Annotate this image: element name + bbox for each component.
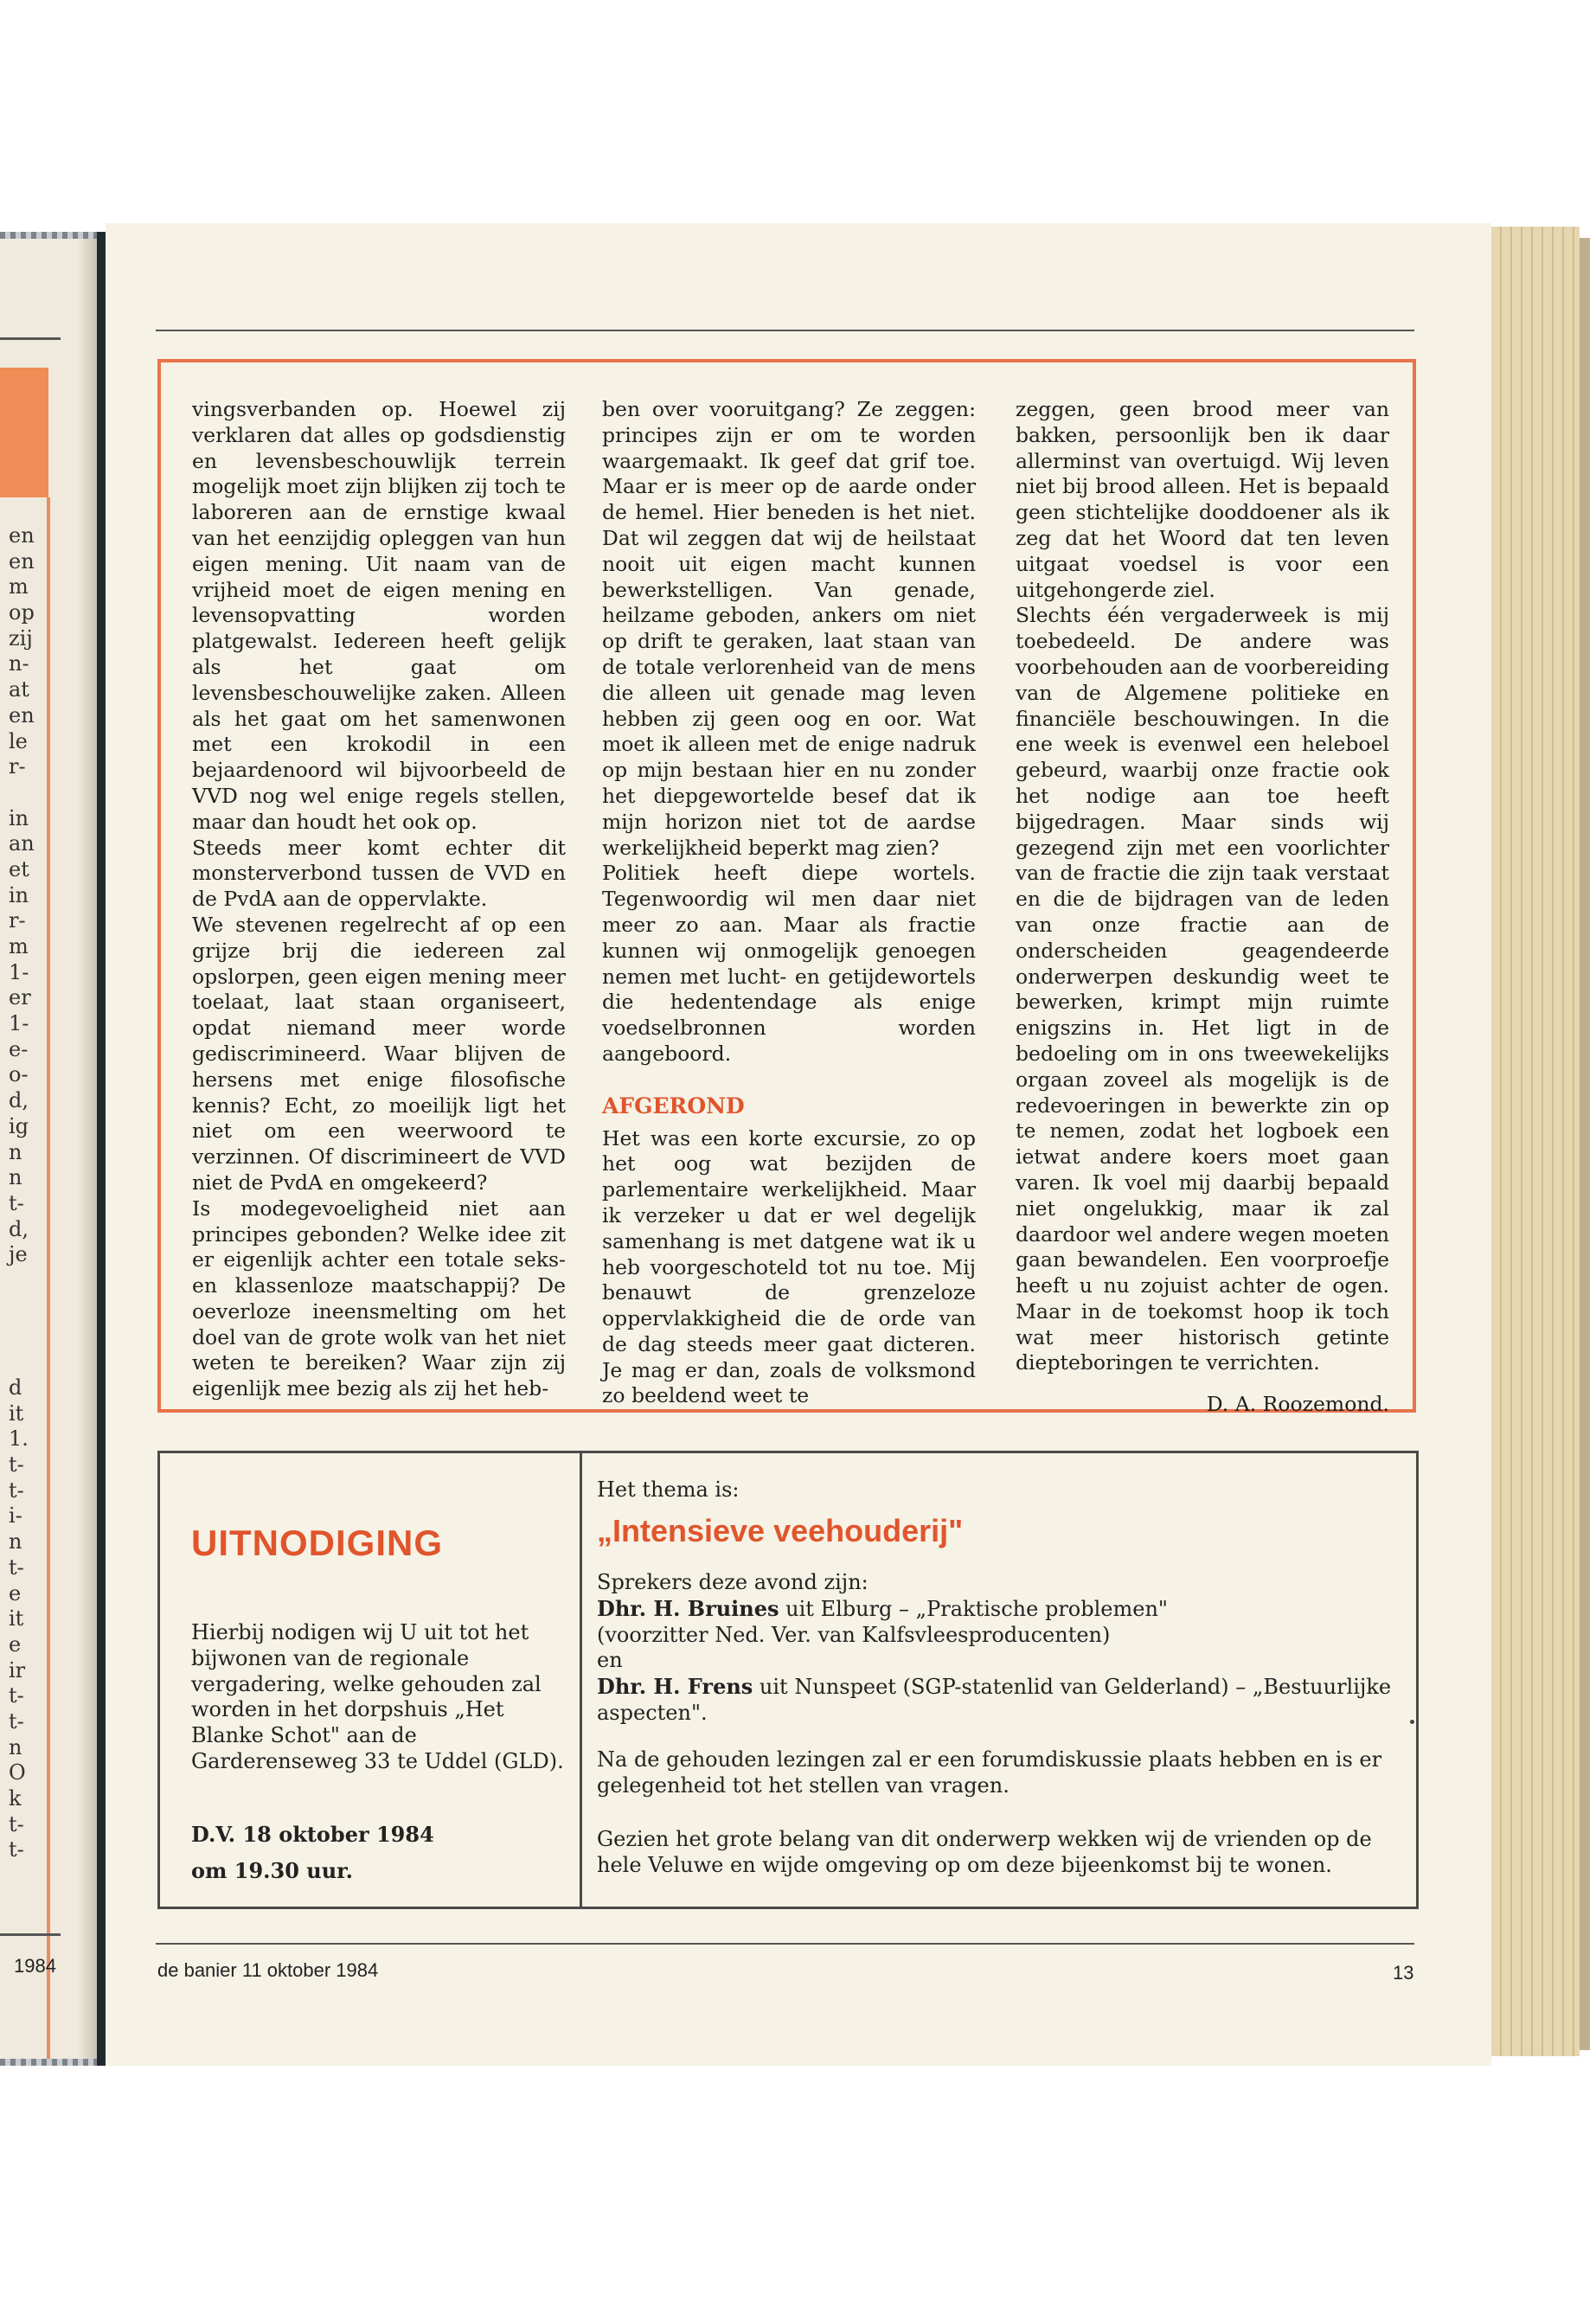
paragraph: Politiek heeft diepe wortels. Tegenwoordig wil men daar niet meer zo aan. Maar als fractie kunnen wij onmogelijk genoegen nemen met lucht- en getijdewortels die hedentendage als enige voedselbronnen worden aangeboord.	[602, 861, 976, 1066]
left-page-fragment: d	[9, 1375, 22, 1400]
speaker-1-name: Dhr. H. Bruines	[597, 1595, 779, 1621]
left-page-orange-block	[0, 368, 48, 497]
left-page-fragment	[9, 780, 43, 806]
paragraph: vingsverbanden op. Hoewel zij verklaren dat alles op godsdienstig en levensbeschouwlijk terrein mogelijk moet zijn blijken zij toch te laboreren aan de ernstige kwaal van het eenzijdig opleggen van hun eigen mening. Uit naam van de vrijheid moet de eigen mening en levensopvatting worden platgewalst. Iedereen heeft gelijk als het gaat om levensbeschouwelijke zaken. Alleen als het gaat om het samenwonen met een krokodil in een bejaardenoord wil bijvoorbeeld de VVD nog wel enige regels stellen, maar dan houdt het ook op.	[192, 397, 566, 834]
left-page-fragment: n-	[9, 651, 29, 676]
left-page-fragment: e	[9, 1580, 22, 1606]
paragraph: Steeds meer komt echter dit monsterverbond tussen de VVD en de PvdA aan de oppervlakte.	[192, 835, 566, 912]
left-page-fragment: 1.	[9, 1426, 29, 1452]
speaker-1-topic: uit Elburg – „Praktische problemen"	[779, 1596, 1168, 1621]
paragraph: Is modegevoeligheid niet aan principes gebonden? Welke idee zit er eigenlijk achter een totale seks- en klassenloze maatschappij? De oeverloze ineensmelting om het doel van de grote wolk van het niet weten te bereiken? Waar zijn zij eigenlijk mee bezig als zij het heb-	[192, 1195, 566, 1401]
subheading: AFGEROND	[602, 1093, 745, 1118]
paragraph: We stevenen regelrecht af op een grijze brij die iedereen zal opslorpen, geen eigen mening meer toelaat, laat staan organiseert, opdat niemand meer worde gediscrimineerd. Waar blijven de hersens met enige filosofische kennis? Echt, zo moeilijk ligt het niet om een weerwoord te verzinnen. Of discrimineert de VVD niet de PvdA en omgekeerd?	[192, 912, 566, 1195]
left-page-fragment: ir	[9, 1657, 26, 1682]
article-column-1	[192, 397, 566, 1402]
speaker-1	[597, 1596, 1397, 1623]
left-page-fragment: d,	[9, 1088, 29, 1113]
left-page-fragment: ig	[9, 1113, 29, 1138]
left-page-fragment: t-	[9, 1554, 24, 1580]
invitation-title: UITNODIGING	[191, 1522, 443, 1563]
left-page-fragment: it	[9, 1606, 24, 1631]
speaker-2-name: Dhr. H. Frens	[597, 1674, 753, 1700]
theme-title: „Intensieve veehouderij"	[597, 1513, 964, 1548]
left-page-fragment: t-	[9, 1452, 24, 1477]
left-page-fragment: t-	[9, 1708, 24, 1734]
left-page-fragment: n	[9, 1165, 22, 1190]
left-page-fragment: m	[9, 574, 29, 599]
left-page-fragment: je	[9, 1242, 28, 1267]
left-page-gutter-shadow	[78, 238, 97, 2063]
left-page-fragment: t-	[9, 1190, 24, 1215]
speakers-and: en	[597, 1648, 623, 1673]
left-page-fragment: m	[9, 934, 29, 958]
article-column-2	[602, 397, 976, 1409]
footer-rule	[156, 1943, 1414, 1945]
paragraph: Het was een korte excursie, zo op het oog wat bezijden de parlementaire werkelijkheid. Maar ik verzeker u dat er wel degelijk samenhang is met datgene wat ik u heb voorgeschoteld tot nu toe. Mij benauwt de grenzeloze oppervlakkigheid die de orde van de dag steeds meer gaat dicteren. Je mag er dan, zoals de volksmond zo beeldend weet te	[602, 1125, 976, 1408]
publication-footer: de banier 11 oktober 1984	[157, 1959, 379, 1981]
article-box	[157, 359, 1416, 1417]
left-page-rule	[0, 337, 61, 340]
left-page-fragment: zij	[9, 625, 33, 651]
speaker-2	[597, 1674, 1397, 1727]
left-page-fragment: at	[9, 677, 29, 702]
paragraph: ben over vooruitgang? Ze zeggen: principes zijn er om te worden waargemaakt. Ik geef dat grif toe. Maar er is meer op de aarde onder de hemel. Hier beneden is het niet. Dat wil zeggen dat wij de heilstaat nooit uit eigen macht kunnen bewerkstelligen. Van genade, heilzame geboden, ankers om niet op drift te geraken, laat staan van de totale verlorenheid van de mens die alleen uit genade mag leven hebben zij geen oog en oor. Wat moet ik alleen met de enige nadruk op mijn bestaan hier en nu zonder het diepgewortelde besef dat ik mijn horizon niet tot de aardse werkelijkheid beperkt mag zien?	[602, 397, 976, 860]
page-number: 13	[1393, 1962, 1414, 1984]
invitation-divider	[580, 1453, 582, 1907]
left-page-fragment: op	[9, 600, 35, 625]
left-page-fragment: o-	[9, 1062, 29, 1087]
left-page-fragment: r-	[9, 908, 26, 933]
left-page-fragment: it	[9, 1400, 24, 1426]
paragraph: Slechts één vergaderweek is mij toebedeeld. De andere was voorbehouden aan de voorbereiding van de Algemene politieke en financiële beschouwingen. In die ene week is evenwel een heleboel gebeurd, waarbij onze fractie ook het nodige aan toe heeft bijgedragen. Maar sinds wij gezegend zijn met een voorlichter van de fractie die zijn taak verstaat en die de bijdragen van de leden van onze fractie aan de onderscheiden geagendeerde onderwerpen deskundig weet te bewerken, krimpt mijn ruimte enigszins in. Het ligt in de bedoeling om in ons tweewekelijks orgaan zoveel als mogelijk is de redevoeringen in bewerkte zin op te nemen, zodat het logboek een ietwat andere koers moet gaan varen. Ik voel mij daarbij bepaald niet ongelukkig, maar ik zal daardoor wel andere wegen moeten gaan bewandelen. Een voorproefje heeft u nu zojuist achter de ogen. Maar in de toekomst hoop ik toch wat meer historisch getinte diepteboringen te verrichten.	[1016, 603, 1389, 1375]
left-page-fragment: et	[9, 856, 29, 881]
speakers-label: Sprekers deze avond zijn:	[597, 1570, 869, 1594]
speaker-1-note: (voorzitter Ned. Ver. van Kalfsvleesproducenten)	[597, 1622, 1111, 1647]
left-page-fragment: an	[9, 831, 35, 856]
left-page-fragment: i-	[9, 1503, 22, 1529]
left-page-fragment: en	[9, 702, 35, 727]
left-page-fragment: t-	[9, 1837, 24, 1862]
forum-paragraph: Na de gehouden lezingen zal er een forumdiskussie plaats hebben en is er gelegenheid tot het stellen van vragen.	[597, 1747, 1382, 1798]
left-page-fragment: e-	[9, 1036, 29, 1061]
left-page-fragment: t-	[9, 1811, 24, 1836]
invitation-date: D.V. 18 oktober 1984	[191, 1822, 434, 1847]
article-column-3	[1016, 397, 1389, 1418]
left-page-fragment: le	[9, 728, 28, 753]
page-edges-shadow	[1580, 238, 1590, 2050]
left-page-footer: 1984	[14, 1955, 56, 1977]
left-page-fragment: 1-	[9, 959, 29, 984]
paragraph: zeggen, geen brood meer van bakken, persoonlijk ben ik daar allerminst van overtuigd. Wij leven niet bij brood alleen. Het is bepaald geen stichtelijke dooddoener als ik zeg dat het Woord dat ten leven uitgaat voedsel is voor een uitgehongerde ziel.	[1016, 397, 1389, 602]
left-page	[0, 238, 97, 2063]
left-page-fragment: in	[9, 882, 29, 907]
left-page-fragment: in	[9, 805, 29, 830]
left-page-fragment: en	[9, 548, 35, 574]
left-page-fragment: n	[9, 1734, 22, 1759]
left-page-text-fragments-lower	[9, 1375, 43, 1863]
left-page-fragment: n	[9, 1529, 22, 1554]
speakers	[597, 1570, 1397, 1727]
invitation-box	[157, 1451, 1419, 1909]
left-page-fragment: er	[9, 985, 31, 1010]
book-spine	[97, 232, 106, 2066]
stray-dot	[1410, 1720, 1414, 1724]
left-page-fragment: d,	[9, 1216, 29, 1241]
invitation-time: om 19.30 uur.	[191, 1858, 353, 1883]
invitation-datetime	[191, 1817, 434, 1889]
left-page-fragment: r-	[9, 754, 26, 779]
invitation-body: Hierbij nodigen wij U uit tot het bijwonen van de regionale vergadering, welke gehouden zal worden in het dorpshuis „Het Blanke Schot" aan de Garderenseweg 33 te Uddel (GLD).	[191, 1620, 564, 1773]
header-rule	[156, 330, 1414, 331]
closing-paragraph: Gezien het grote belang van dit onderwerp wekken wij de vrienden op de hele Veluwe en wijde omgeving op om deze bijeenkomst bij te wonen.	[597, 1827, 1372, 1877]
left-page-fragment: n	[9, 1139, 22, 1164]
left-page-fragment: t-	[9, 1683, 24, 1708]
left-page-fragment: O	[9, 1760, 26, 1785]
left-page-fragment: e	[9, 1631, 22, 1657]
left-page-fragment: 1-	[9, 1011, 29, 1036]
theme-label: Het thema is:	[597, 1477, 740, 1502]
left-page-fragment: t-	[9, 1477, 24, 1503]
speaker-2-topic: uit Nunspeet (SGP-statenlid van Gelderland) – „Bestuurlijke aspecten".	[597, 1675, 1392, 1725]
author-signature: D. A. Roozemond.	[1206, 1392, 1389, 1417]
left-page-fragment: k	[9, 1786, 22, 1811]
left-page-bottom-rule	[0, 1933, 61, 1936]
left-page-fragment: en	[9, 523, 35, 548]
left-page-text-fragments	[9, 523, 43, 1268]
page-edges	[1491, 227, 1580, 2056]
